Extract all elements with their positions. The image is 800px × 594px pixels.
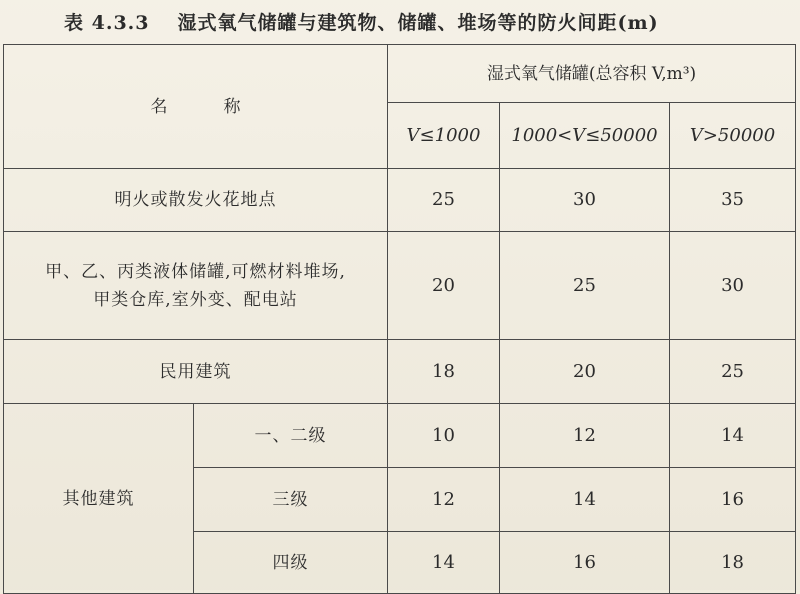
- cell-value: 18: [670, 532, 796, 594]
- row-name-open-flame: 明火或散发火花地点: [4, 169, 388, 232]
- grade-label: 三级: [194, 468, 388, 532]
- fire-separation-table: [3, 44, 796, 594]
- header-col-1: V≤1000: [388, 103, 500, 169]
- cell-value: 12: [388, 468, 500, 532]
- cell-value: 25: [388, 169, 500, 232]
- cell-value: 14: [500, 468, 670, 532]
- table-caption: [64, 8, 659, 38]
- table-number: 表 4.3.3: [64, 12, 150, 34]
- table-title: 湿式氧气储罐与建筑物、储罐、堆场等的防火间距(m): [177, 12, 659, 34]
- cell-value: 14: [670, 404, 796, 468]
- cell-value: 20: [388, 232, 500, 340]
- cell-value: 20: [500, 340, 670, 404]
- cell-value: 25: [670, 340, 796, 404]
- cell-value: 10: [388, 404, 500, 468]
- grade-label: 四级: [194, 532, 388, 594]
- cell-value: 14: [388, 532, 500, 594]
- header-group-cell: 湿式氧气储罐(总容积 V,m³): [388, 45, 796, 103]
- cell-value: 35: [670, 169, 796, 232]
- cell-value: 12: [500, 404, 670, 468]
- grade-label: 一、二级: [194, 404, 388, 468]
- header-col-2: 1000<V≤50000: [500, 103, 670, 169]
- row-name-liquid-tanks: [4, 232, 388, 340]
- header-row-1: [4, 45, 796, 103]
- table-row: [4, 169, 796, 232]
- row-name-other-buildings: 其他建筑: [4, 404, 194, 594]
- header-name-label: 名称: [150, 96, 297, 117]
- table-row: [4, 404, 796, 468]
- table-row: [4, 232, 796, 340]
- row-name-line-1: 甲、乙、丙类液体储罐,可燃材料堆场,: [45, 261, 346, 282]
- cell-value: 30: [670, 232, 796, 340]
- row-name-line-2: 甲类仓库,室外变、配电站: [93, 289, 298, 310]
- header-name-cell: [4, 45, 388, 169]
- cell-value: 16: [500, 532, 670, 594]
- table-row: [4, 340, 796, 404]
- cell-value: 16: [670, 468, 796, 532]
- cell-value: 25: [500, 232, 670, 340]
- cell-value: 30: [500, 169, 670, 232]
- cell-value: 18: [388, 340, 500, 404]
- header-col-3: V>50000: [670, 103, 796, 169]
- row-name-civil-buildings: 民用建筑: [4, 340, 388, 404]
